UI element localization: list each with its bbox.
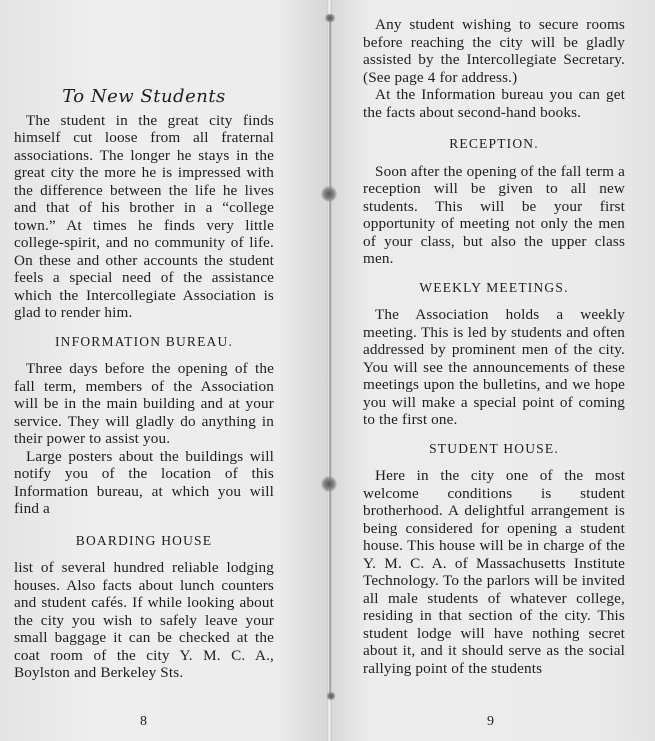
student-house-paragraph: Here in the city one of the most welcome conditions is student brotherhood. A delightful arrangement is being considered for opening a student house. This house will be in charge of the Y. M. C. A. of Massachusetts Institute Technology. To the parlors will be invited all male students of whatever college, residing in that section of the city. This student lodge will have nothing secret about it, and it should serve as the social rallying point of the students (363, 467, 625, 677)
heading-boarding-house: BOARDING HOUSE (75, 532, 213, 548)
books-paragraph: At the Information bureau you can get the facts about second-hand books. (363, 86, 625, 121)
stitch-knot-icon (326, 692, 336, 700)
heading-reception: RECEPTION. (449, 136, 539, 151)
boarding-paragraph: list of several hundred reliable lodging houses. Also facts about lunch counters and student cafés. If while looking about the city you wish to safely leave your small baggage it can be checked at the coat room of the city Y. M. C. A., Boylston and Berkeley Sts. (14, 559, 274, 681)
page-number-left: 8 (140, 714, 147, 729)
left-page-text (14, 88, 274, 682)
reception-paragraph: Soon after the opening of the fall term a reception will be given to all new students. This will be your first opportunity of meeting not only the men of your class, but also the upper class men. (363, 162, 625, 267)
weekly-paragraph: The Association holds a weekly meeting. This is led by students and often addressed by prominent men of the city. You will see the announcements of these meetings upon the bulletins, and we hope you will make a special point of coming to the first one. (363, 306, 625, 428)
info-paragraph-2: Large posters about the buildings will notify you of the location of this Information bureau, at which you will find a (14, 447, 274, 517)
binding-stitch (329, 18, 331, 698)
stitch-knot-icon (321, 186, 337, 202)
heading-information-bureau: INFORMATION BUREAU. (54, 333, 234, 349)
right-page (330, 0, 655, 741)
heading-weekly-meetings: WEEKLY MEETINGS. (419, 279, 569, 295)
rooms-paragraph: Any student wishing to secure rooms before reaching the city will be gladly assisted by the Intercollegiate Secretary. (See page 4 for address.) (363, 16, 625, 86)
stitch-knot-icon (321, 476, 337, 492)
intro-paragraph: The student in the great city finds himself cut loose from all fraternal associations. The longer he stays in the great city the more he is impressed with the difference between the life he lives and that of his brother in a “college town.” At times he finds very little college-spirit, and no community of life. On these and other accounts the student feels a special need of the assistance which the Intercollegiate Association is glad to render him. (14, 111, 274, 321)
right-page-text (363, 16, 625, 677)
page-title: To New Students (62, 86, 226, 107)
heading-student-house: STUDENT HOUSE. (429, 440, 559, 456)
page-number-right: 9 (487, 714, 494, 729)
stitch-knot-icon (324, 14, 336, 22)
info-paragraph-1: Three days before the opening of the fall term, members of the Association will be in the main building and at your service. They will gladly do anything in their power to assist you. (14, 360, 274, 447)
